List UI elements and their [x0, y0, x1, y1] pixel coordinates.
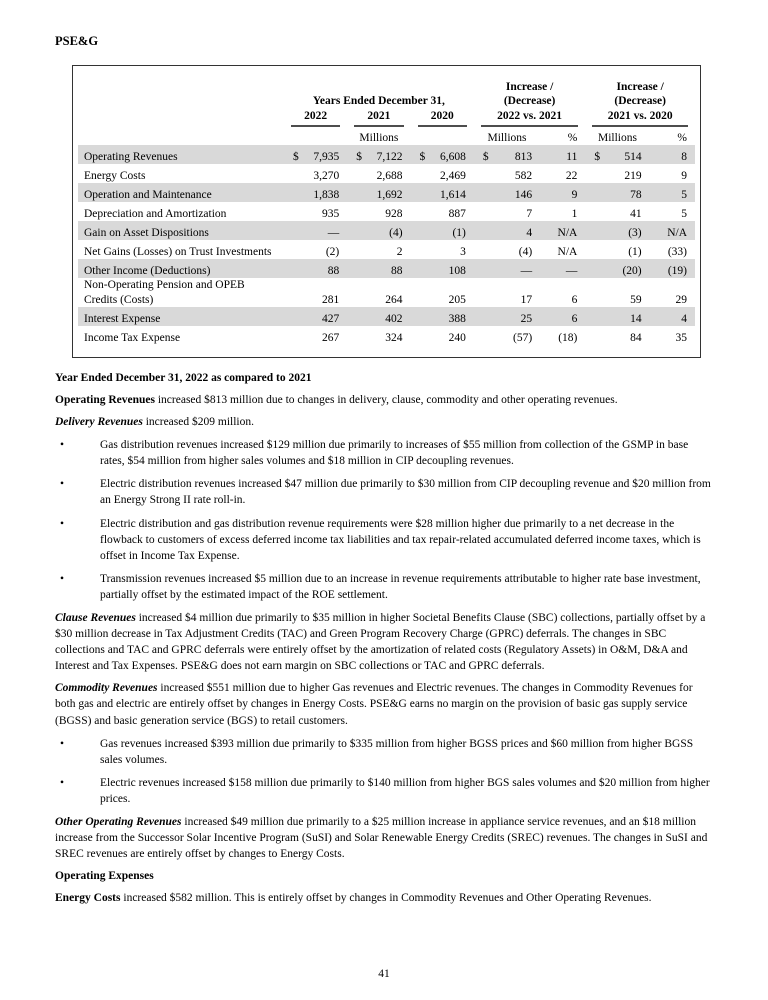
cell-value: 887 [448, 207, 466, 220]
cell-value: 402 [385, 312, 403, 325]
cell-value: 4 [526, 226, 533, 239]
cell-value: 2 [396, 245, 403, 258]
row-label: Gain on Asset Dispositions [84, 226, 209, 239]
years-group-header: Years Ended December 31, [312, 95, 445, 108]
cell-value: 582 [514, 169, 533, 182]
table-row [78, 240, 695, 259]
bullet-marker: • [60, 737, 65, 750]
cell-percent: (18) [558, 331, 578, 344]
compare-column-2022-vs-2021: 2022 vs. 2021 [474, 109, 586, 127]
cell-value: 267 [322, 331, 340, 344]
cell-value: 240 [448, 331, 466, 344]
cell-percent: 5 [681, 207, 687, 220]
table-row [78, 164, 695, 183]
row-label: Interest Expense [84, 312, 161, 325]
cell-percent: N/A [557, 245, 578, 258]
cell-percent: 8 [681, 150, 687, 163]
cell-percent: 1 [571, 207, 578, 220]
cell-value: 2,469 [439, 169, 466, 182]
cell-value: 88 [327, 264, 340, 277]
para-other-operating-revenues [55, 814, 713, 862]
company-heading: PSE&G [55, 34, 99, 48]
cell-value: 108 [448, 264, 466, 277]
cell-percent: 5 [681, 188, 687, 201]
row-label: Depreciation and Amortization [84, 207, 227, 220]
cell-percent: 9 [571, 188, 578, 201]
para-lead: Other Operating Revenues [55, 816, 182, 829]
bullet-gas-distribution [55, 437, 713, 469]
table-row [78, 259, 695, 278]
table-row [78, 326, 695, 345]
para-delivery-revenues [55, 414, 713, 430]
bullet-text: Electric distribution revenues increased $47 million due primarily to $30 million from CIP decoupling revenue and $20 million from an Energy Strong II rate roll-in. [100, 478, 711, 507]
cell-value: 1,838 [313, 188, 340, 201]
cell-value: 7,122 [376, 150, 403, 163]
section-heading-operating-expenses: Operating Expenses [55, 870, 154, 883]
cell-value: (4) [518, 245, 533, 258]
cell-value: 514 [624, 150, 642, 163]
cell-value: (1) [452, 226, 466, 239]
table-row [78, 307, 695, 326]
bullet-text: Gas revenues increased $393 million due primarily to $335 million from higher BGSS prices and $60 million from higher BGSS sales volumes. [100, 737, 694, 766]
table-row [78, 278, 695, 307]
table-row [78, 145, 695, 164]
para-lead: Delivery Revenues [55, 416, 143, 429]
cell-value: 427 [322, 312, 340, 325]
cell-percent: 9 [681, 169, 687, 182]
millions-label-years: Millions [359, 131, 399, 144]
cell-value: (57) [512, 331, 533, 344]
bullet-transmission-revenues [55, 571, 713, 603]
cell-percent: (19) [667, 264, 687, 277]
cell-percent: N/A [667, 226, 687, 239]
compare-column-2021-vs-2020: 2021 vs. 2020 [585, 109, 695, 127]
year-column-2021: 2021 [347, 109, 410, 127]
cell-percent: 6 [571, 312, 578, 325]
para-lead: Commodity Revenues [55, 682, 158, 695]
narrative-section [55, 370, 713, 907]
cell-percent: 4 [681, 312, 687, 325]
para-lead: Clause Revenues [55, 612, 136, 624]
bullet-text: Gas distribution revenues increased $129 million due primarily to increases of $55 million from collection of the GSMP in base rates, $54 million from higher sales volumes and $18 million in CIP decoupling revenues. [100, 439, 689, 468]
increase-decrease-header-1: Increase / (Decrease) [503, 81, 556, 108]
cell-value: 2,688 [376, 169, 403, 182]
cell-value: (2) [325, 245, 340, 258]
percent-label-1: % [567, 131, 578, 144]
millions-label-2: Millions [598, 131, 637, 144]
table-header-columns [78, 109, 695, 127]
table-header-groups [78, 80, 695, 109]
financial-table-container [72, 65, 701, 358]
cell-value: 1,692 [376, 188, 403, 201]
bullet-marker: • [60, 572, 65, 585]
financial-table [78, 80, 695, 345]
bullet-marker: • [60, 517, 65, 530]
cell-percent: 29 [675, 293, 687, 306]
cell-value: 935 [322, 207, 340, 220]
dollar-sign: $ [419, 150, 426, 163]
row-label: Operating Revenues [84, 150, 178, 163]
para-lead: Energy Costs [55, 892, 121, 905]
cell-value: 264 [385, 293, 403, 306]
table-row [78, 183, 695, 202]
cell-percent: — [565, 264, 578, 277]
cell-value: 84 [630, 331, 642, 344]
cell-value: 219 [624, 169, 642, 182]
cell-value: 88 [391, 264, 403, 277]
cell-value: 813 [514, 150, 533, 163]
cell-value: 928 [385, 207, 403, 220]
cell-value: 78 [630, 188, 642, 201]
para-clause-revenues [55, 610, 713, 674]
cell-value: 1,614 [439, 188, 466, 201]
cell-value: (20) [622, 264, 642, 277]
increase-decrease-header-2: Increase / (Decrease) [614, 81, 666, 108]
cell-value: (3) [628, 226, 642, 239]
cell-percent: (33) [667, 245, 687, 258]
year-column-2020: 2020 [411, 109, 474, 127]
section-heading-year-ended: Year Ended December 31, 2022 as compared to 2021 [55, 371, 312, 384]
para-text: increased $813 million due to changes in delivery, clause, commodity and other operating revenues. [154, 393, 618, 406]
para-text: increased $49 million due primarily to a $25 million increase in appliance service revenues, and an $18 million increase from the Successor Solar Incentive Program (SuSI) and Solar Renewable Energy Credits (SREC) revenues. The changes in SuSI and SREC revenues are entirely offset by changes to Energy Costs. [55, 816, 708, 861]
year-column-2022: 2022 [284, 109, 347, 127]
cell-value: (4) [389, 226, 403, 239]
cell-value: 7,935 [313, 150, 340, 163]
para-text: increased $209 million. [142, 416, 254, 429]
cell-value: 25 [520, 312, 533, 325]
cell-value: 281 [322, 293, 340, 306]
bullet-marker: • [60, 439, 65, 452]
row-label: Net Gains (Losses) on Trust Investments [84, 245, 272, 258]
bullet-text: Electric distribution and gas distribution revenue requirements were $28 million higher due primarily to a net decrease in the flowback to customers of excess deferred income tax liabilities and tax repair-related accumulated deferred income taxes, which is offset in Income Tax Expense. [100, 517, 701, 562]
bullet-electric-revenues [55, 775, 713, 807]
para-commodity-revenues [55, 680, 713, 728]
table-row [78, 202, 695, 221]
bullet-gas-revenues [55, 736, 713, 768]
cell-value: 7 [526, 207, 533, 220]
row-label: Other Income (Deductions) [84, 264, 211, 277]
cell-value: (1) [628, 245, 642, 258]
row-label: Energy Costs [84, 169, 146, 182]
cell-percent: 11 [566, 150, 578, 163]
cell-value: 324 [385, 331, 403, 344]
bullet-text: Electric revenues increased $158 million due primarily to $140 million from higher BGS sales volumes and $20 million from higher prices. [100, 776, 710, 805]
dollar-sign: $ [482, 150, 489, 163]
cell-value: 59 [630, 293, 642, 306]
dollar-sign: $ [356, 150, 363, 163]
bullet-marker: • [60, 478, 65, 491]
cell-value: 6,608 [439, 150, 466, 163]
para-operating-revenues [55, 392, 713, 408]
dollar-sign: $ [292, 150, 299, 163]
para-text: increased $582 million. This is entirely offset by changes in Commodity Revenues and Other Operating Revenues. [120, 892, 652, 905]
table-header-units [78, 127, 695, 145]
page-number: 41 [378, 968, 390, 980]
cell-value: 3,270 [313, 169, 340, 182]
row-label: Non-Operating Pension and OPEB Credits (Costs) [84, 279, 245, 306]
para-lead: Operating Revenues [55, 393, 155, 406]
cell-value: — [327, 226, 340, 239]
table-row [78, 221, 695, 240]
bullet-revenue-requirements [55, 516, 713, 564]
cell-percent: N/A [557, 226, 578, 239]
para-text: increased $4 million due primarily to $35 million in higher Societal Benefits Clause (SBC) collections, partially offset by a $30 million decrease in Tax Adjustment Credits (TAC) and Green Program Recovery Charge (GPRC) deferrals. The changes in SBC collections and TAC and GPRC deferrals were entirely offset by the amortization of related costs (Regulatory Assets) in O&M, D&A and Interest and Tax Expenses. PSE&G does not earn margin on SBC collections or TAC and GPRC deferrals. [55, 612, 706, 673]
millions-label-1: Millions [487, 131, 527, 144]
row-label: Operation and Maintenance [84, 188, 212, 201]
cell-value: 17 [520, 293, 533, 306]
cell-value: 41 [630, 207, 642, 220]
cell-value: 3 [460, 245, 466, 258]
bullet-electric-distribution [55, 476, 713, 508]
percent-label-2: % [677, 131, 687, 144]
cell-value: 14 [630, 312, 642, 325]
bullet-text: Transmission revenues increased $5 million due to an increase in revenue requirements attributable to higher rate base investment, partially offset by the estimated impact of the ROE settlement. [100, 572, 701, 601]
para-energy-costs [55, 890, 713, 906]
row-label: Income Tax Expense [84, 331, 181, 344]
cell-value: 205 [448, 293, 466, 306]
cell-value: 146 [514, 188, 533, 201]
cell-percent: 22 [565, 169, 578, 182]
bullet-marker: • [60, 776, 65, 789]
cell-percent: 6 [571, 293, 578, 306]
cell-value: 388 [448, 312, 466, 325]
para-text: increased $551 million due to higher Gas revenues and Electric revenues. The changes in Commodity Revenues for both gas and electric are entirely offset by changes in Energy Costs. PSE&G earns no margin on the provision of basic gas supply service (BGSS) and basic generation service (BGS) to retail customers. [55, 682, 693, 727]
cell-percent: 35 [675, 331, 687, 344]
dollar-sign: $ [594, 150, 601, 163]
cell-value: — [520, 264, 533, 277]
